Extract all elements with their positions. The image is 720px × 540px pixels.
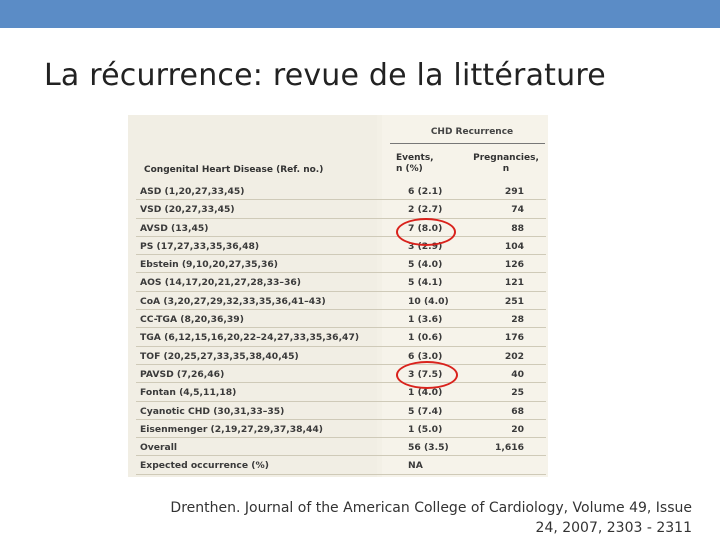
- table-row: [128, 438, 548, 456]
- table-body: [128, 182, 548, 475]
- cell-pregnancies: 74: [511, 204, 524, 216]
- table-row: [128, 347, 548, 365]
- cell-disease: Eisenmenger (2,19,27,29,37,38,44): [140, 423, 323, 435]
- highlight-circle-avsd: [396, 218, 456, 246]
- table-row: [128, 328, 548, 346]
- cell-events: 1 (5.0): [408, 423, 443, 435]
- cell-events: 3 (2.9): [408, 240, 443, 252]
- cell-pregnancies: 202: [504, 350, 524, 362]
- table-row: [128, 182, 548, 200]
- column-header-events-line2: n (%): [396, 164, 423, 174]
- table-row: [128, 219, 548, 237]
- table-row: [128, 200, 548, 218]
- cell-events: 1 (3.6): [408, 314, 443, 326]
- column-header-pregnancies-line2: n: [502, 164, 510, 174]
- cell-pregnancies: 20: [511, 423, 524, 435]
- group-header: CHD Recurrence: [430, 127, 514, 137]
- cell-disease: VSD (20,27,33,45): [140, 204, 235, 216]
- highlight-circle-pavsd: [396, 361, 458, 389]
- cell-events: 56 (3.5): [408, 442, 449, 454]
- cell-disease: AVSD (13,45): [140, 222, 209, 234]
- cell-disease: CC-TGA (8,20,36,39): [140, 314, 244, 326]
- column-header-events-line1: Events,: [396, 153, 434, 163]
- cell-events: 1 (0.6): [408, 332, 443, 344]
- cell-events: 10 (4.0): [408, 295, 449, 307]
- cell-events: NA: [408, 460, 423, 472]
- row-divider: [136, 474, 546, 475]
- column-header-pregnancies-line1: Pregnancies,: [473, 153, 539, 163]
- table-row: [128, 273, 548, 291]
- cell-events: 3 (7.5): [408, 368, 443, 380]
- slide-title: La récurrence: revue de la littérature: [44, 58, 606, 93]
- cell-disease: Cyanotic CHD (30,31,33–35): [140, 405, 285, 417]
- cell-events: 6 (2.1): [408, 186, 443, 197]
- cell-events: 5 (7.4): [408, 405, 443, 417]
- citation: [112, 498, 692, 538]
- top-accent-bar: [0, 0, 720, 28]
- cell-pregnancies: 291: [504, 186, 524, 197]
- cell-pregnancies: 176: [504, 332, 524, 344]
- cell-pregnancies: 121: [504, 277, 524, 289]
- recurrence-table-image: [128, 115, 548, 477]
- cell-disease: PS (17,27,33,35,36,48): [140, 240, 260, 252]
- column-header-events: [396, 153, 434, 175]
- cell-disease: PAVSD (7,26,46): [140, 368, 225, 380]
- cell-disease: TGA (6,12,15,16,20,22–24,27,33,35,36,47): [140, 332, 360, 344]
- table-row: [128, 456, 548, 474]
- cell-pregnancies: 251: [504, 295, 524, 307]
- cell-events: 5 (4.1): [408, 277, 443, 289]
- table-row: [128, 365, 548, 383]
- group-header-rule: [390, 143, 545, 144]
- table-row: [128, 420, 548, 438]
- table-row: [128, 402, 548, 420]
- cell-pregnancies: 88: [511, 222, 524, 234]
- cell-disease: Expected occurrence (%): [140, 460, 269, 472]
- table-row: [128, 292, 548, 310]
- table-row: [128, 383, 548, 401]
- table-row: [128, 310, 548, 328]
- cell-pregnancies: 1,616: [494, 442, 524, 454]
- cell-disease: Overall: [140, 442, 178, 454]
- column-header-disease: Congenital Heart Disease (Ref. no.): [144, 165, 324, 175]
- citation-line1: Drenthen. Journal of the American College of Cardiology, Volume 49, Issue: [170, 500, 692, 516]
- cell-pregnancies: 28: [511, 314, 524, 326]
- cell-disease: ASD (1,20,27,33,45): [140, 186, 245, 197]
- cell-events: 7 (8.0): [408, 222, 443, 234]
- cell-disease: Fontan (4,5,11,18): [140, 387, 237, 399]
- cell-events: 6 (3.0): [408, 350, 443, 362]
- cell-events: 1 (4.0): [408, 387, 443, 399]
- cell-pregnancies: 40: [511, 368, 524, 380]
- cell-pregnancies: 25: [511, 387, 524, 399]
- cell-pregnancies: 126: [504, 259, 524, 271]
- cell-events: 5 (4.0): [408, 259, 443, 271]
- cell-pregnancies: 104: [504, 240, 524, 252]
- cell-pregnancies: 68: [511, 405, 524, 417]
- citation-line2: 24, 2007, 2303 - 2311: [535, 520, 692, 536]
- column-header-pregnancies: [466, 153, 546, 175]
- cell-disease: TOF (20,25,27,33,35,38,40,45): [140, 350, 299, 362]
- table-row: [128, 237, 548, 255]
- cell-disease: AOS (14,17,20,21,27,28,33–36): [140, 277, 301, 289]
- table-row: [128, 255, 548, 273]
- cell-disease: CoA (3,20,27,29,32,33,35,36,41–43): [140, 295, 326, 307]
- cell-disease: Ebstein (9,10,20,27,35,36): [140, 259, 279, 271]
- cell-events: 2 (2.7): [408, 204, 443, 216]
